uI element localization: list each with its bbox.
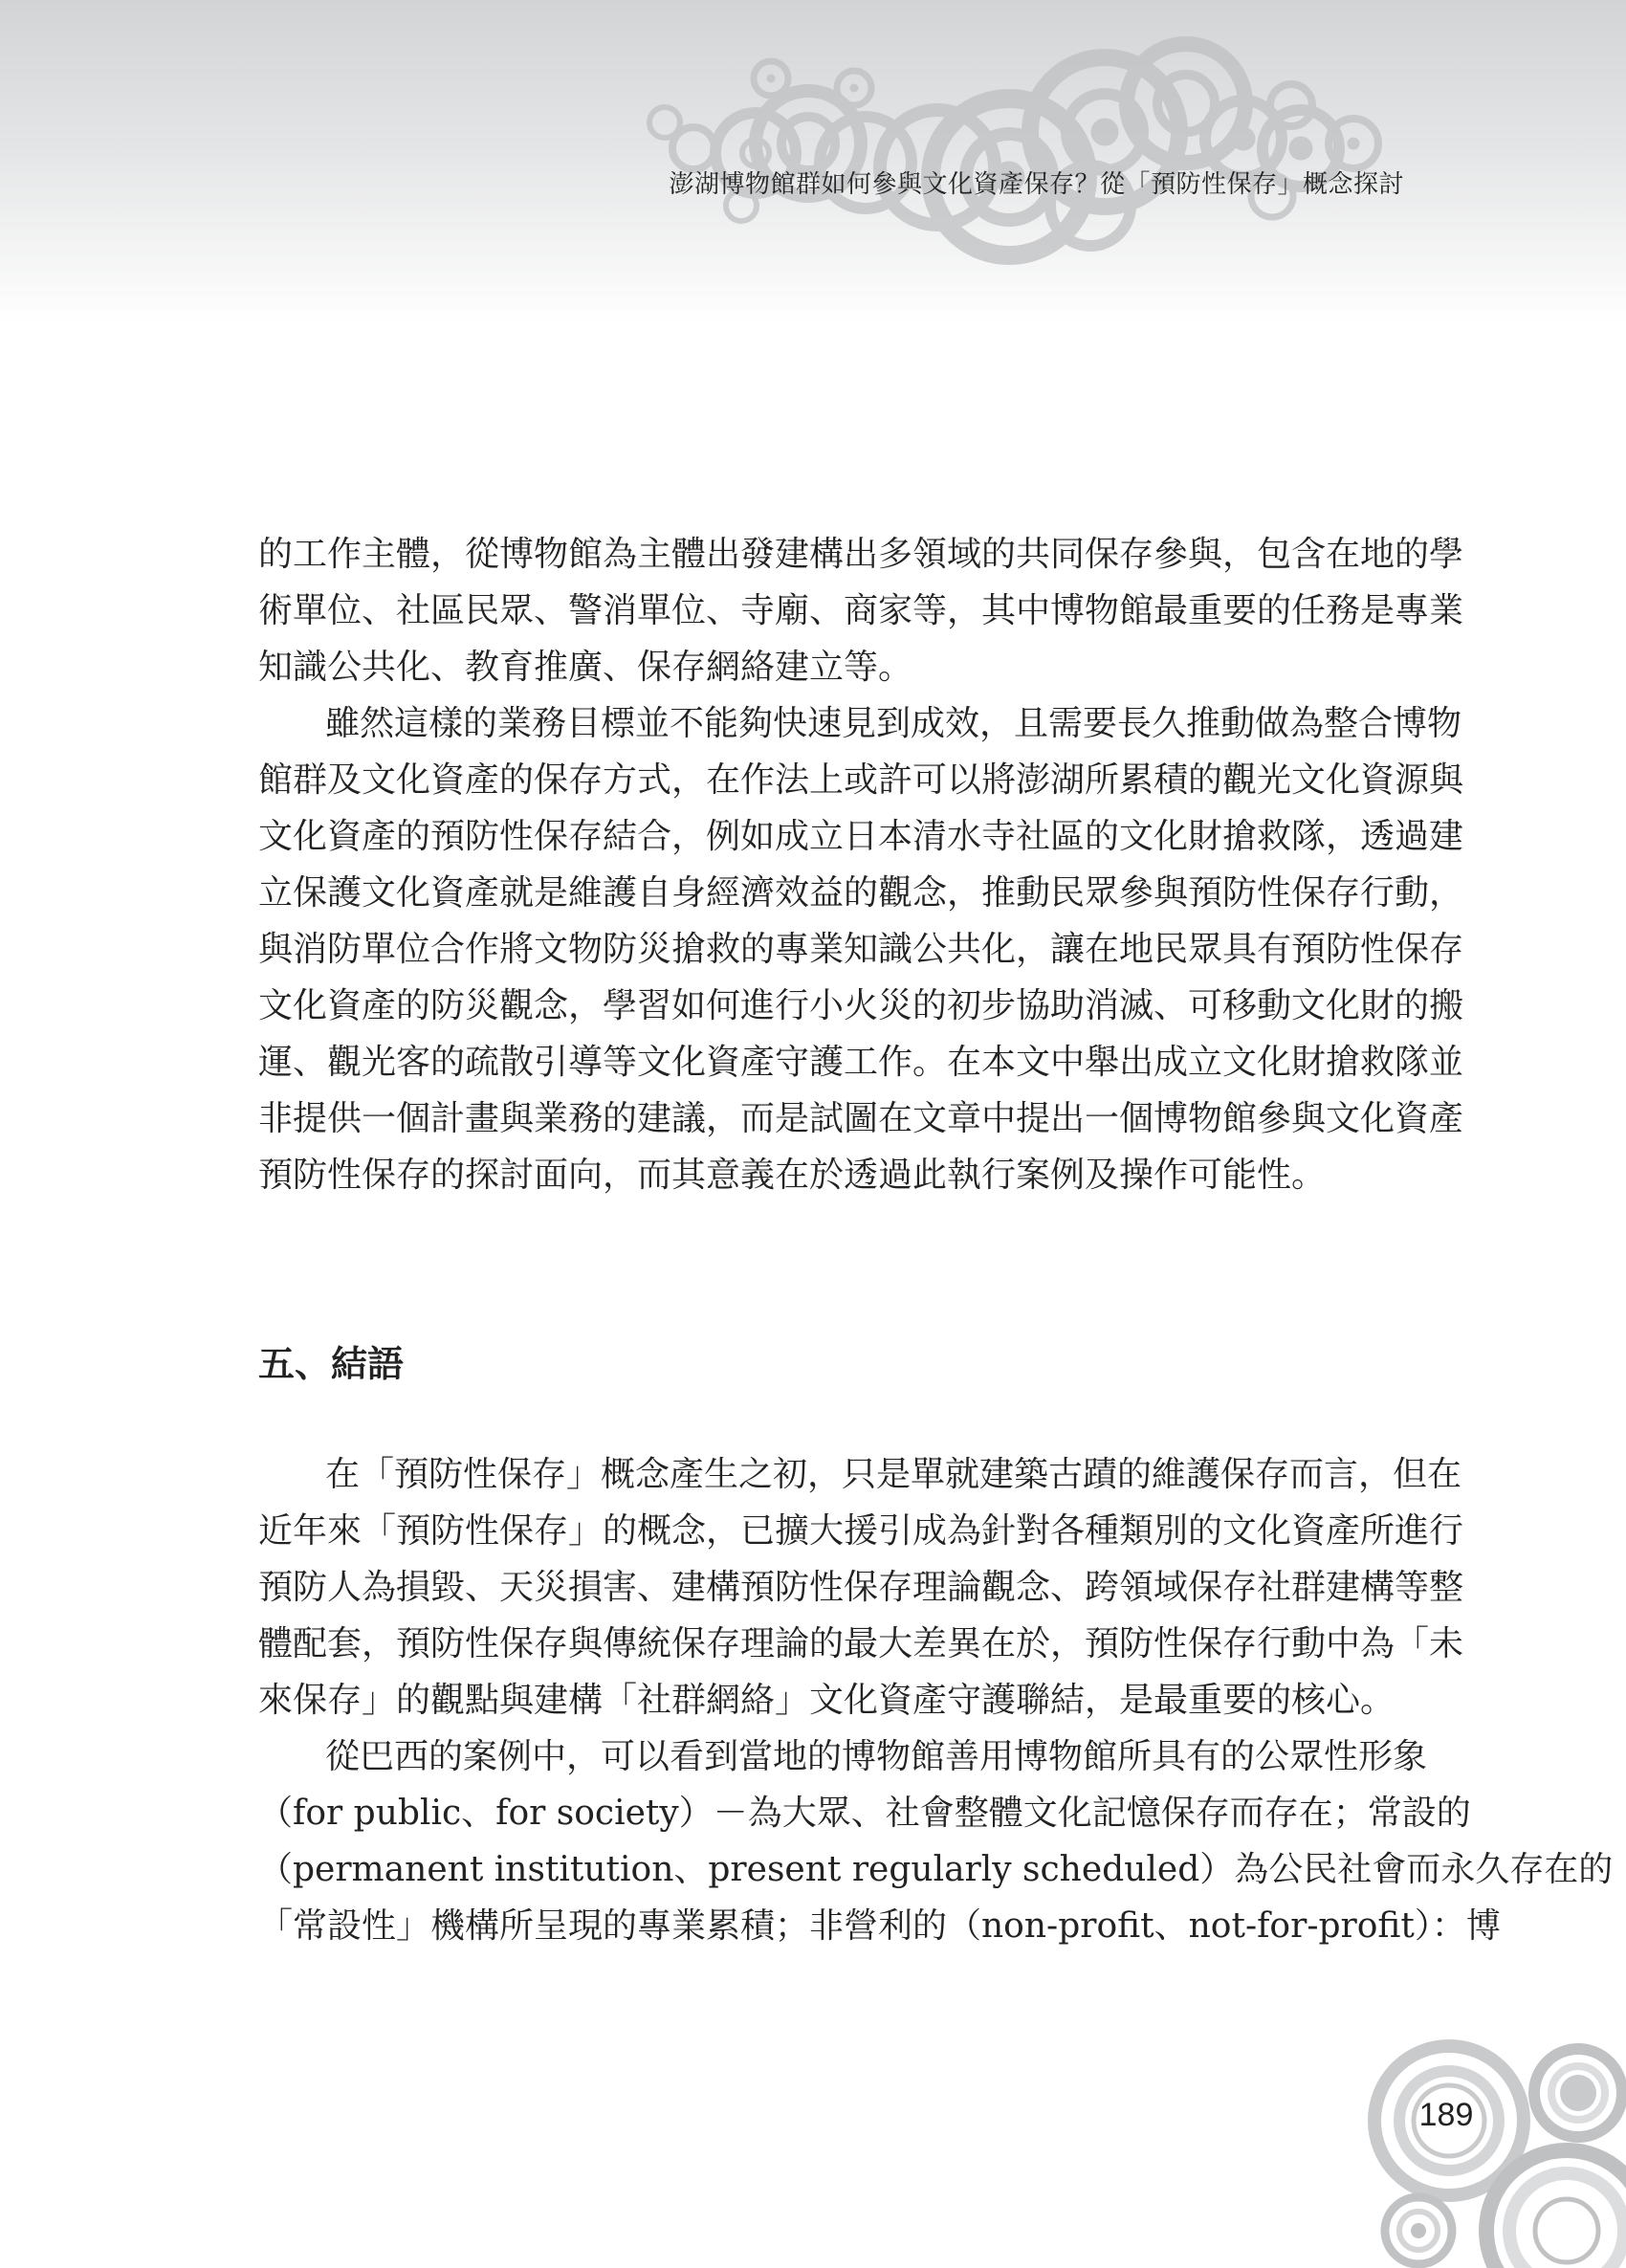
text-line: 文化資產的預防性保存結合，例如成立日本清水寺社區的文化財搶救隊，透過建 [258, 817, 1464, 856]
text-line: 「常設性」機構所呈現的專業累積；非營利的（non-profit、not-for-profit）：博 [258, 1906, 1501, 1946]
section-1-body [258, 526, 1464, 1203]
text-line: 在「預防性保存」概念產生之初，只是單就建築古蹟的維護保存而言，但在 [325, 1455, 1462, 1494]
text-line: （for public、for society）－為大眾、社會整體文化記憶保存而存在；常設的 [258, 1794, 1471, 1833]
paragraph [258, 1446, 1464, 1729]
paragraph [258, 695, 1464, 1203]
paragraph [258, 526, 1464, 695]
text-line: 文化資產的防災觀念，學習如何進行小火災的初步協助消滅、可移動文化財的搬 [258, 986, 1464, 1025]
text-line: 雖然這樣的業務目標並不能夠快速見到成效，且需要長久推動做為整合博物 [325, 704, 1462, 743]
text-line: （permanent institution、present regularly scheduled）為公民社會而永久存在的 [258, 1850, 1614, 1889]
page-number: 189 [1418, 2097, 1474, 2133]
text-line: 來保存」的觀點與建構「社群網絡」文化資產守護聯結，是最重要的核心。 [258, 1681, 1395, 1720]
decorative-circles-header [574, 0, 1626, 306]
text-line: 運、觀光客的疏散引導等文化資產守護工作。在本文中舉出成立文化財搶救隊並 [258, 1043, 1464, 1082]
text-line: 術單位、社區民眾、警消單位、寺廟、商家等，其中博物館最重要的任務是專業 [258, 591, 1464, 630]
text-line: 與消防單位合作將文物防災搶救的專業知識公共化，讓在地民眾具有預防性保存 [258, 930, 1464, 969]
text-line: 預防人為損毀、天災損害、建構預防性保存理論觀念、跨領域保存社群建構等整 [258, 1568, 1464, 1607]
section-heading: 五、結語 [258, 1343, 405, 1385]
section-2-body [258, 1446, 1614, 1954]
paragraph [258, 1729, 1614, 1954]
text-line: 預防性保存的探討面向，而其意義在於透過此執行案例及操作可能性。 [258, 1156, 1327, 1195]
text-line: 立保護文化資產就是維護自身經濟效益的觀念，推動民眾參與預防性保存行動， [258, 873, 1464, 913]
decorative-circles-footer [1339, 2009, 1626, 2268]
text-line: 非提供一個計畫與業務的建議，而是試圖在文章中提出一個博物館參與文化資產 [258, 1099, 1464, 1138]
text-line: 近年來「預防性保存」的概念，已擴大援引成為針對各種類別的文化資產所進行 [258, 1511, 1464, 1551]
text-line: 的工作主體，從博物館為主體出發建構出多領域的共同保存參與，包含在地的學 [258, 535, 1464, 574]
text-line: 知識公共化、教育推廣、保存網絡建立等。 [258, 648, 913, 687]
text-line: 從巴西的案例中，可以看到當地的博物館善用博物館所具有的公眾性形象 [325, 1737, 1428, 1776]
text-line: 館群及文化資產的保存方式，在作法上或許可以將澎湖所累積的觀光文化資源與 [258, 760, 1464, 800]
running-head: 澎湖博物館群如何參與文化資產保存？從「預防性保存」概念探討 [669, 170, 1404, 199]
text-line: 體配套，預防性保存與傳統保存理論的最大差異在於，預防性保存行動中為「未 [258, 1624, 1464, 1663]
